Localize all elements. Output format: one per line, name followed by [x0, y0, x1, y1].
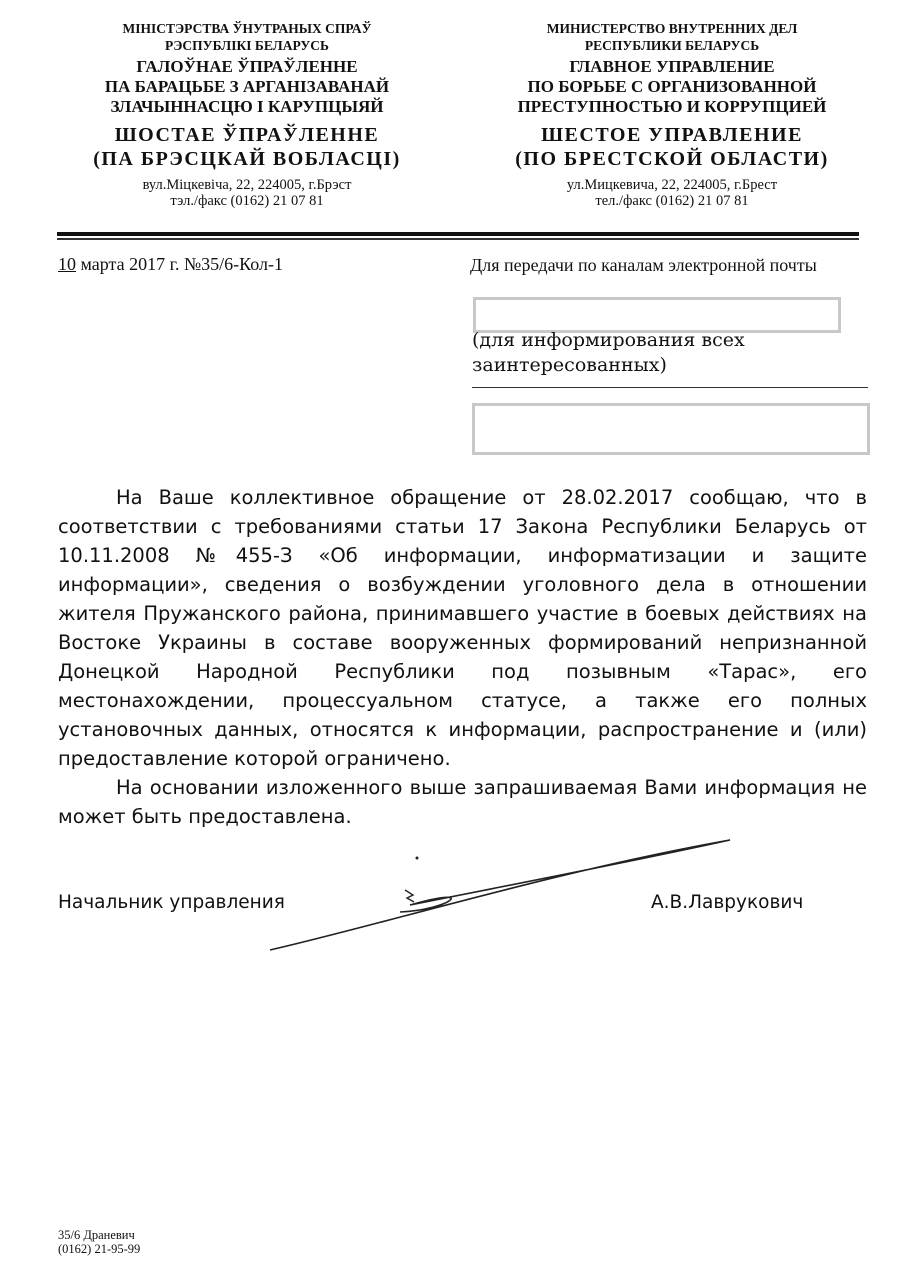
line: РЕСПУБЛИКИ БЕЛАРУСЬ: [584, 38, 760, 53]
line: тэл./факс (0162) 21 07 81: [170, 193, 324, 209]
date-day: 10: [58, 254, 76, 274]
header-divider-thin: [57, 238, 859, 240]
redacted-box: [472, 403, 870, 455]
letter-body: [58, 483, 867, 831]
ministry-name: [47, 20, 447, 54]
date-reference: [58, 254, 283, 275]
department-name: [47, 123, 447, 171]
header-divider: [57, 232, 859, 236]
line: ЗЛАЧЫННАСЦЮ І КАРУПЦЫЯЙ: [110, 97, 384, 116]
line: ПРЕСТУПНОСТЬЮ И КОРРУПЦИЕЙ: [517, 97, 827, 116]
line: (для информирования всех: [472, 329, 745, 351]
line: 35/6 Драневич: [58, 1228, 135, 1242]
signatory-title: Начальник управления: [58, 892, 285, 913]
addressee-note: [472, 328, 745, 378]
line: ГАЛОЎНАЕ ЎПРАЎЛЕННЕ: [136, 57, 358, 76]
line: ПО БОРЬБЕ С ОРГАНИЗОВАННОЙ: [527, 77, 817, 96]
letterhead-russian: [472, 20, 872, 209]
directorate-name: [472, 57, 872, 117]
line: ШЕСТОЕ УПРАВЛЕНИЕ: [541, 124, 803, 146]
line: заинтересованных): [472, 354, 667, 376]
date-rest: марта 2017 г. №35/6-Кол-1: [76, 254, 283, 274]
line: ул.Мицкевича, 22, 224005, г.Брест: [566, 177, 778, 193]
line: ПА БАРАЦЬБЕ З АРГАНІЗАВАНАЙ: [104, 77, 390, 96]
line: ГЛАВНОЕ УПРАВЛЕНИЕ: [569, 57, 775, 76]
directorate-name: [47, 57, 447, 117]
line: ШОСТАЕ ЎПРАЎЛЕННЕ: [114, 124, 380, 146]
address: [472, 177, 872, 209]
line: вул.Міцкевіча, 22, 224005, г.Брэст: [142, 177, 352, 193]
line: (0162) 21-95-99: [58, 1242, 141, 1256]
line: (ПО БРЕСТСКОЙ ОБЛАСТИ): [515, 148, 829, 170]
addressee-divider: [472, 387, 868, 388]
body-paragraph: На основании изложенного выше запрашиваемая Вами информация не может быть предоставлена.: [58, 776, 867, 828]
line: МИНИСТЕРСТВО ВНУТРЕННИХ ДЕЛ: [546, 21, 798, 36]
address: [47, 177, 447, 209]
letterhead-belarusian: [47, 20, 447, 209]
line: тел./факс (0162) 21 07 81: [595, 193, 749, 209]
signatory-name: А.В.Лаврукович: [651, 892, 804, 913]
department-name: [472, 123, 872, 171]
executor-info: [58, 1228, 140, 1256]
ministry-name: [472, 20, 872, 54]
delivery-channel: Для передачи по каналам электронной почты: [470, 255, 817, 275]
line: МІНІСТЭРСТВА ЎНУТРАНЫХ СПРАЎ: [122, 21, 372, 36]
body-paragraph: На Ваше коллективное обращение от 28.02.2017 сообщаю, что в соответствии с требованиями статьи 17 Закона Республики Беларусь от 10.11.2008 №455-З «Об информации, информатизации и защите информации», сведения о возбуждении уголовного дела в отношении жителя Пружанского района, принимавшего участие в боевых действиях на Востоке Украины в составе вооруженных формирований непризнанной Донецкой Народной Республики под позывным «Тарас», его местонахождении, процессуальном статусе, а также его полных установочных данных, относятся к информации, распространение и (или) предоставление которой ограничено.: [58, 486, 867, 770]
line: (ПА БРЭСЦКАЙ ВОБЛАСЦІ): [93, 148, 401, 170]
line: РЭСПУБЛІКІ БЕЛАРУСЬ: [165, 38, 329, 53]
